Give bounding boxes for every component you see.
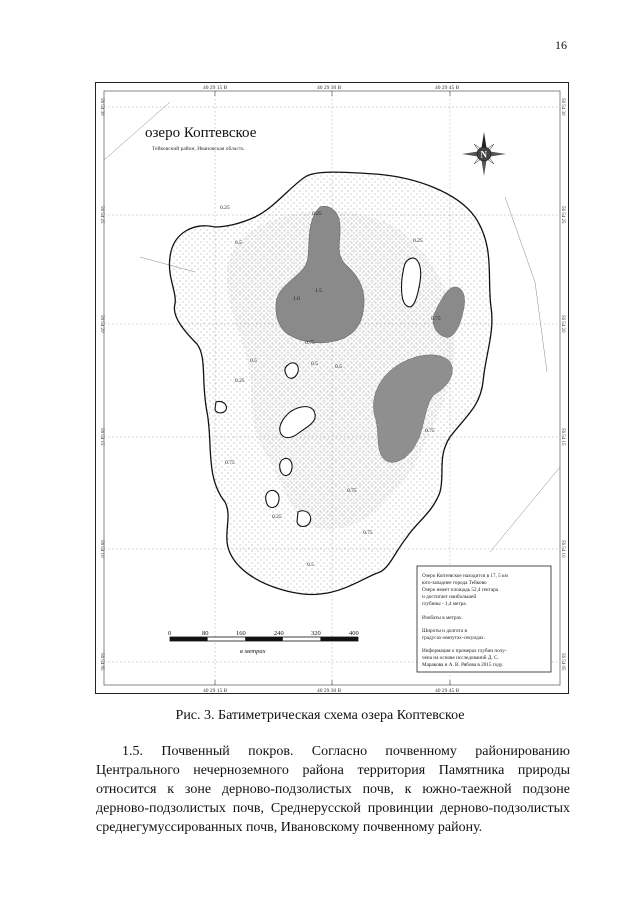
depth-label: 0.5: [235, 240, 242, 246]
depth-label: 0.25: [272, 514, 282, 520]
depth-label: 1.5: [315, 288, 322, 294]
figure-caption: Рис. 3. Батиметрическая схема озера Коптевское: [175, 708, 465, 723]
info-line: Информация о промерах глубин полу-: [422, 648, 507, 654]
depth-label: 0.75: [305, 340, 315, 346]
info-line: юго-западнее города Тейково: [422, 580, 487, 586]
info-line: Изобаты в метрах.: [422, 615, 463, 621]
depth-label: 0.5: [250, 358, 257, 364]
info-line: чена на основе исследований Д. С.: [422, 655, 499, 661]
right-coord-label: 56 54 30: [560, 98, 565, 116]
scale-tick-label: 320: [311, 630, 321, 637]
bottom-coord-label: 40 29 15 В: [203, 688, 228, 694]
bathymetric-map: [95, 82, 569, 694]
depth-label: 0.75: [225, 460, 235, 466]
right-coord-label: 56 54 10: [560, 540, 565, 558]
left-coord-label: 56 54 05: [99, 653, 104, 671]
map-info-box: [417, 566, 551, 672]
info-line: и достигает наибольшей: [422, 594, 477, 600]
body-paragraph: 1.5. Почвенный покров. Согласно почвенному районированию Центрального нечерноземного района территория Памятника природы относится к зоне дерново-подзолистых почв, к южно-таежной подзоне дерново-подзолистых почв, Среднерусской провинции дерново-подзолистых среднегумуссированных почв, Ивановскому почвенному району.: [96, 744, 570, 835]
depth-label: 0.5: [335, 364, 342, 370]
scale-unit: в метрах: [240, 648, 266, 655]
left-coord-label: 56 54 20: [99, 315, 104, 333]
info-line: глубины - 1,4 метра.: [422, 601, 467, 607]
bottom-coord-label: 40 29 30 В: [317, 688, 342, 694]
depth-label: 0.25: [220, 205, 230, 211]
depth-label: 0.5: [307, 562, 314, 568]
scale-tick-label: 400: [349, 630, 359, 637]
right-coord-label: 56 54 15: [560, 428, 565, 446]
left-coord-label: 56 54 15: [99, 428, 104, 446]
top-coord-label: 40 29 45 В: [435, 85, 460, 91]
right-coord-label: 56 54 20: [560, 315, 565, 333]
map-title: озеро Коптевское: [145, 125, 257, 141]
depth-label: 0.75: [425, 428, 435, 434]
bottom-coord-label: 40 29 45 В: [435, 688, 460, 694]
depth-label: 0.75: [431, 316, 441, 322]
info-line: Маракова и А. В. Рябова в 2015 году.: [422, 662, 504, 668]
info-line: Озеро Коптевское находится в 17, 5 км: [422, 573, 508, 579]
depth-label: 0.25: [235, 378, 245, 384]
info-line: Широты и долгота в: [422, 628, 467, 634]
info-line: Озеро имеет площадь 52,4 гектара: [422, 587, 499, 593]
scale-tick-label: 240: [274, 630, 284, 637]
depth-label: 1.0: [293, 296, 300, 302]
left-coord-label: 56 54 25: [99, 206, 104, 224]
depth-label: 0.5: [311, 361, 318, 367]
info-line: градусах-минутах-секундах.: [422, 635, 485, 641]
top-coord-label: 40 29 15 В: [203, 85, 228, 91]
compass-letter: N: [480, 149, 487, 160]
depth-label: 0.75: [347, 488, 357, 494]
map-subtitle: Тейковский район, Ивановская область: [152, 146, 244, 152]
depth-label: 0.25: [413, 238, 423, 244]
right-coord-label: 56 54 05: [560, 653, 565, 671]
left-coord-label: 56 54 10: [99, 540, 104, 558]
depth-label: 0.75: [363, 530, 373, 536]
depth-label: 0.25: [312, 211, 322, 217]
scale-tick-label: 160: [236, 630, 246, 637]
page-number: 16: [555, 38, 567, 52]
left-coord-label: 56 54 30: [99, 98, 104, 116]
scale-tick-label: 0: [168, 630, 172, 637]
scale-tick-label: 80: [202, 630, 209, 637]
top-coord-label: 40 29 30 В: [317, 85, 342, 91]
right-coord-label: 56 54 25: [560, 206, 565, 224]
